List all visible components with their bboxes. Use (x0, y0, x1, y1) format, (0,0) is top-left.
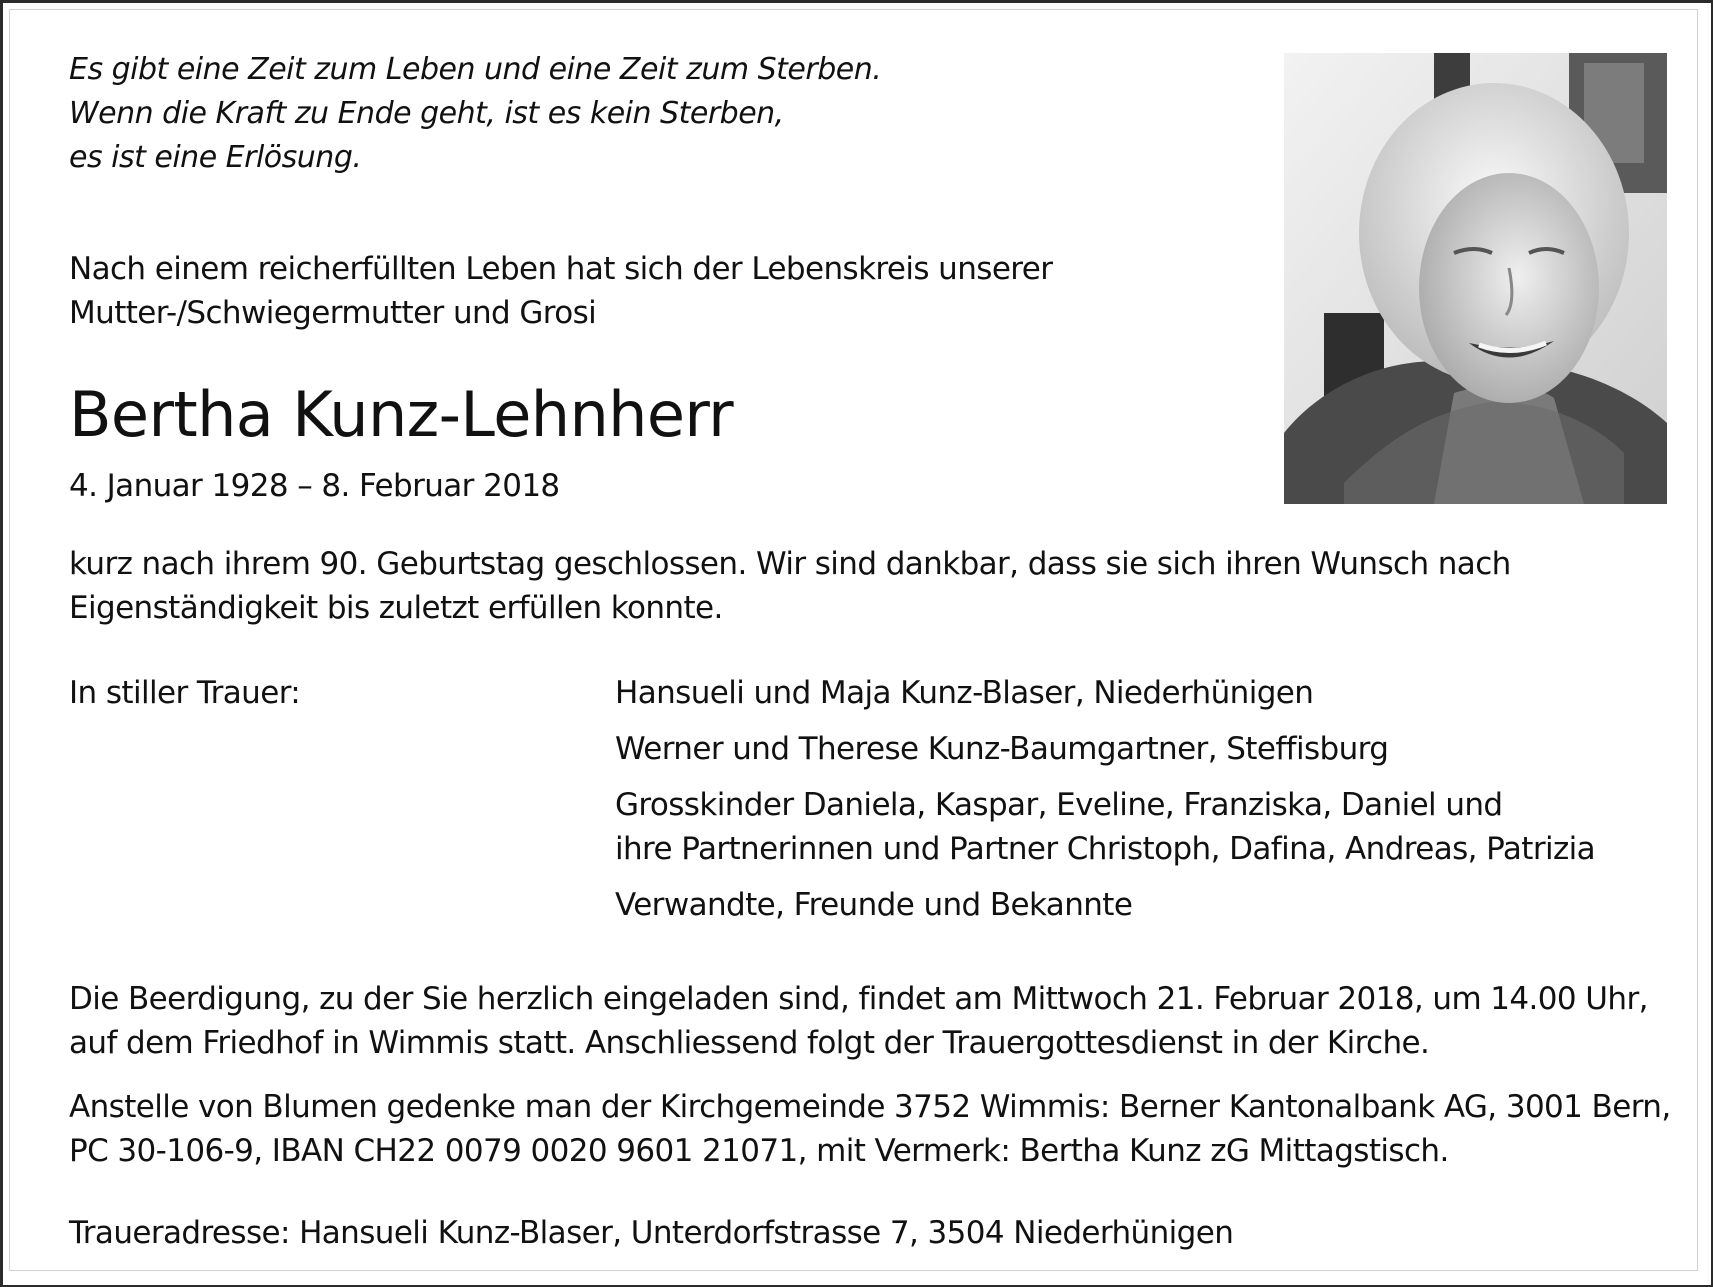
intro-line: Mutter-/Schwiegermutter und Grosi (69, 295, 597, 331)
quote-line: es ist eine Erlösung. (69, 140, 362, 175)
mourner-entry: Hansueli und Maja Kunz-Blaser, Niederhünigen (615, 675, 1314, 711)
body-line: kurz nach ihrem 90. Geburtstag geschlossen. Wir sind dankbar, dass sie sich ihren Wunsch nach (69, 546, 1511, 582)
deceased-name: Bertha Kunz-Lehnherr (69, 378, 734, 451)
mourning-address: Traueradresse: Hansueli Kunz-Blaser, Unterdorfstrasse 7, 3504 Niederhünigen (69, 1215, 1234, 1251)
intro-line: Nach einem reicherfüllten Leben hat sich der Lebenskreis unserer (69, 251, 1053, 287)
donation-line: Anstelle von Blumen gedenke man der Kirchgemeinde 3752 Wimmis: Berner Kantonalbank AG, 3001 Bern, (69, 1089, 1671, 1125)
funeral-line: Die Beerdigung, zu der Sie herzlich eingeladen sind, findet am Mittwoch 21. Februar 2018, um 14.00 Uhr, (69, 981, 1648, 1017)
mourner-entry: Verwandte, Freunde und Bekannte (615, 887, 1133, 923)
mourner-entry: Grosskinder Daniela, Kaspar, Eveline, Franziska, Daniel und (615, 787, 1503, 823)
donation-line: PC 30-106-9, IBAN CH22 0079 0020 9601 21071, mit Vermerk: Bertha Kunz zG Mittagstisch. (69, 1133, 1449, 1169)
mourners-list (615, 671, 1595, 927)
mourner-entry: Werner und Therese Kunz-Baumgartner, Steffisburg (615, 731, 1389, 767)
donation-paragraph (69, 1085, 1671, 1173)
life-dates: 4. Januar 1928 – 8. Februar 2018 (69, 468, 560, 504)
quote-line: Wenn die Kraft zu Ende geht, ist es kein Sterben, (69, 96, 784, 131)
body-line: Eigenständigkeit bis zuletzt erfüllen konnte. (69, 590, 723, 626)
quote-line: Es gibt eine Zeit zum Leben und eine Zeit zum Sterben. (69, 52, 882, 87)
funeral-line: auf dem Friedhof in Wimmis statt. Anschliessend folgt der Trauergottesdienst in der Kirche. (69, 1025, 1430, 1061)
body-paragraph (69, 542, 1511, 630)
mourners-label: In stiller Trauer: (69, 675, 301, 711)
mourner-entry: ihre Partnerinnen und Partner Christoph, Dafina, Andreas, Patrizia (615, 831, 1596, 867)
portrait-photo (1284, 53, 1667, 504)
intro-paragraph (69, 247, 1052, 335)
quote-block (69, 48, 881, 180)
funeral-paragraph (69, 977, 1648, 1065)
